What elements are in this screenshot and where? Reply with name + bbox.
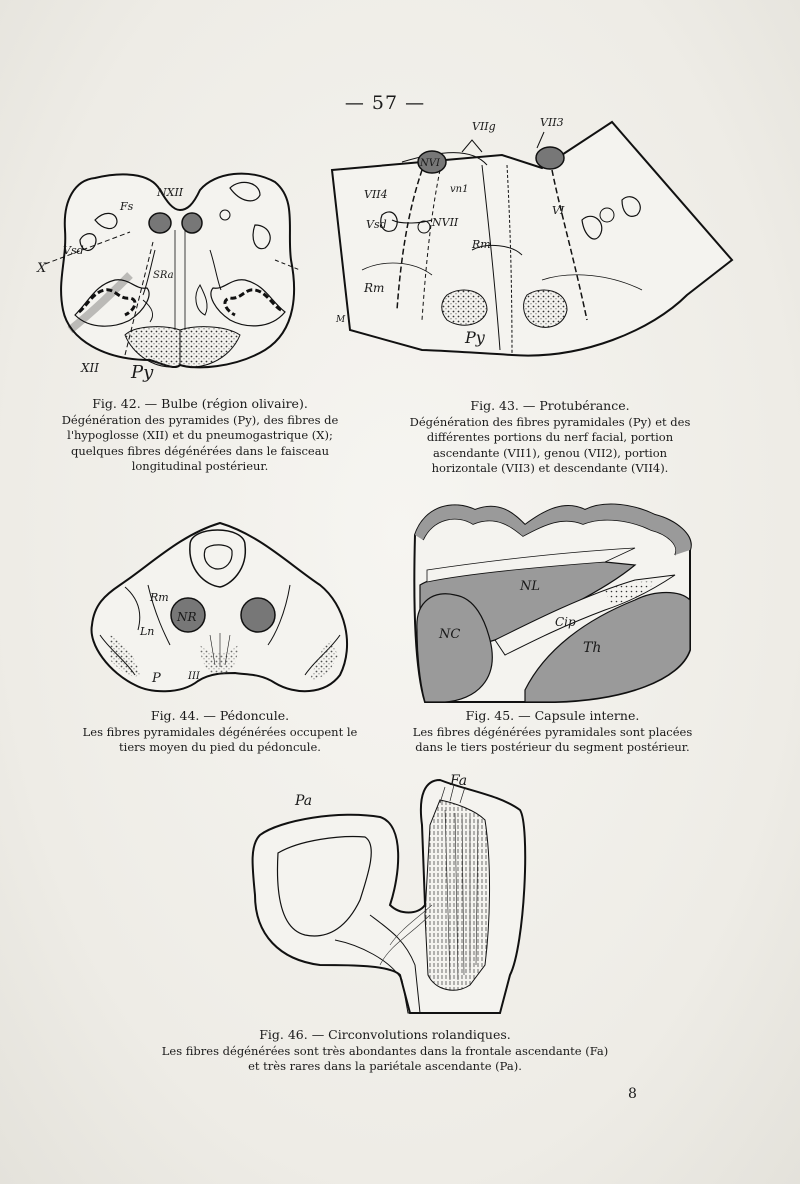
figure-45-drawing	[405, 490, 705, 705]
label-vsd: Vsd	[63, 244, 84, 257]
figure-45-title: Fig. 45. — Capsule interne.	[465, 708, 640, 723]
label-vii4: VII4	[364, 188, 388, 201]
page-number: — 57 —	[344, 92, 426, 114]
figure-46-title: Fig. 46. — Circonvolutions rolandiques.	[259, 1027, 511, 1042]
label-nc: NC	[439, 627, 461, 642]
label-xii: XII	[81, 361, 100, 375]
label-vi: VI	[552, 204, 565, 217]
label-nvii: NVII	[432, 216, 459, 229]
label-p: P	[152, 671, 161, 686]
protuberance-section-illustration	[322, 110, 742, 395]
figure-42-drawing	[35, 160, 325, 390]
label-rm-1: Rm	[472, 238, 491, 251]
label-fs: Fs	[120, 200, 134, 213]
label-nr: NR	[177, 610, 197, 624]
label-nl: NL	[520, 579, 541, 594]
figure-45-description: Les fibres dégénérées pyramidales sont placées dans le tiers postérieur du segment postérieur.	[412, 724, 693, 754]
label-py: Py	[465, 328, 485, 347]
capsule-interne-illustration	[405, 490, 705, 705]
figure-44-drawing	[80, 515, 360, 705]
figure-42-caption	[60, 396, 340, 475]
figure-44-caption	[70, 708, 370, 756]
label-nvi: NVI	[420, 158, 440, 169]
label-cip: Cip	[555, 615, 576, 629]
label-py: Py	[131, 362, 154, 383]
label-vii3: VII3	[540, 116, 564, 129]
figure-46-caption	[160, 1027, 610, 1075]
label-viig: VIIg	[472, 120, 496, 133]
label-th: Th	[583, 640, 602, 656]
figure-43-title: Fig. 43. — Protubérance.	[470, 398, 630, 413]
label-nxii: NXII	[157, 186, 184, 199]
label-fa: Fa	[450, 773, 468, 789]
figure-42-title: Fig. 42. — Bulbe (région olivaire).	[92, 396, 308, 411]
bulbe-section-illustration	[35, 160, 325, 390]
figure-43-description: Dégénération des fibres pyramidales (Py) et des différentes portions du nerf facial, portion ascendante (VII1), genou (VII2), portion horizontale (VII3) et descendante (VII4).	[409, 414, 691, 475]
label-m: M	[336, 315, 346, 325]
label-vsd: Vsd	[366, 218, 387, 231]
figure-42-description: Dégénération des pyramides (Py), des fibres de l'hypoglosse (XII) et du pneumogastrique (X); quelques fibres dégénérées dans le faisceau longitudinal postérieur.	[61, 412, 339, 473]
corner-number: 8	[628, 1086, 637, 1102]
label-ln: Ln	[140, 625, 155, 638]
figure-43-drawing	[322, 110, 742, 395]
label-sra: SRa	[153, 270, 174, 281]
label-rm-2: Rm	[364, 281, 385, 295]
label-iii: III	[188, 671, 200, 682]
figure-45-caption	[400, 708, 705, 756]
label-x: X	[37, 261, 47, 276]
pedoncule-section-illustration	[80, 515, 360, 705]
circonvolutions-rolandiques-illustration	[240, 765, 550, 1025]
figure-43-caption	[400, 398, 700, 477]
figure-46-description: Les fibres dégénérées sont très abondantes dans la frontale ascendante (Fa) et très rares dans la pariétale ascendante (Pa).	[161, 1043, 609, 1073]
figure-46-drawing	[240, 765, 550, 1025]
label-rm: Rm	[150, 591, 169, 604]
label-pa: Pa	[295, 793, 313, 809]
figure-44-description: Les fibres pyramidales dégénérées occupent le tiers moyen du pied du pédoncule.	[82, 724, 358, 754]
figure-44-title: Fig. 44. — Pédoncule.	[150, 708, 290, 723]
label-vn1: vn1	[450, 184, 469, 195]
